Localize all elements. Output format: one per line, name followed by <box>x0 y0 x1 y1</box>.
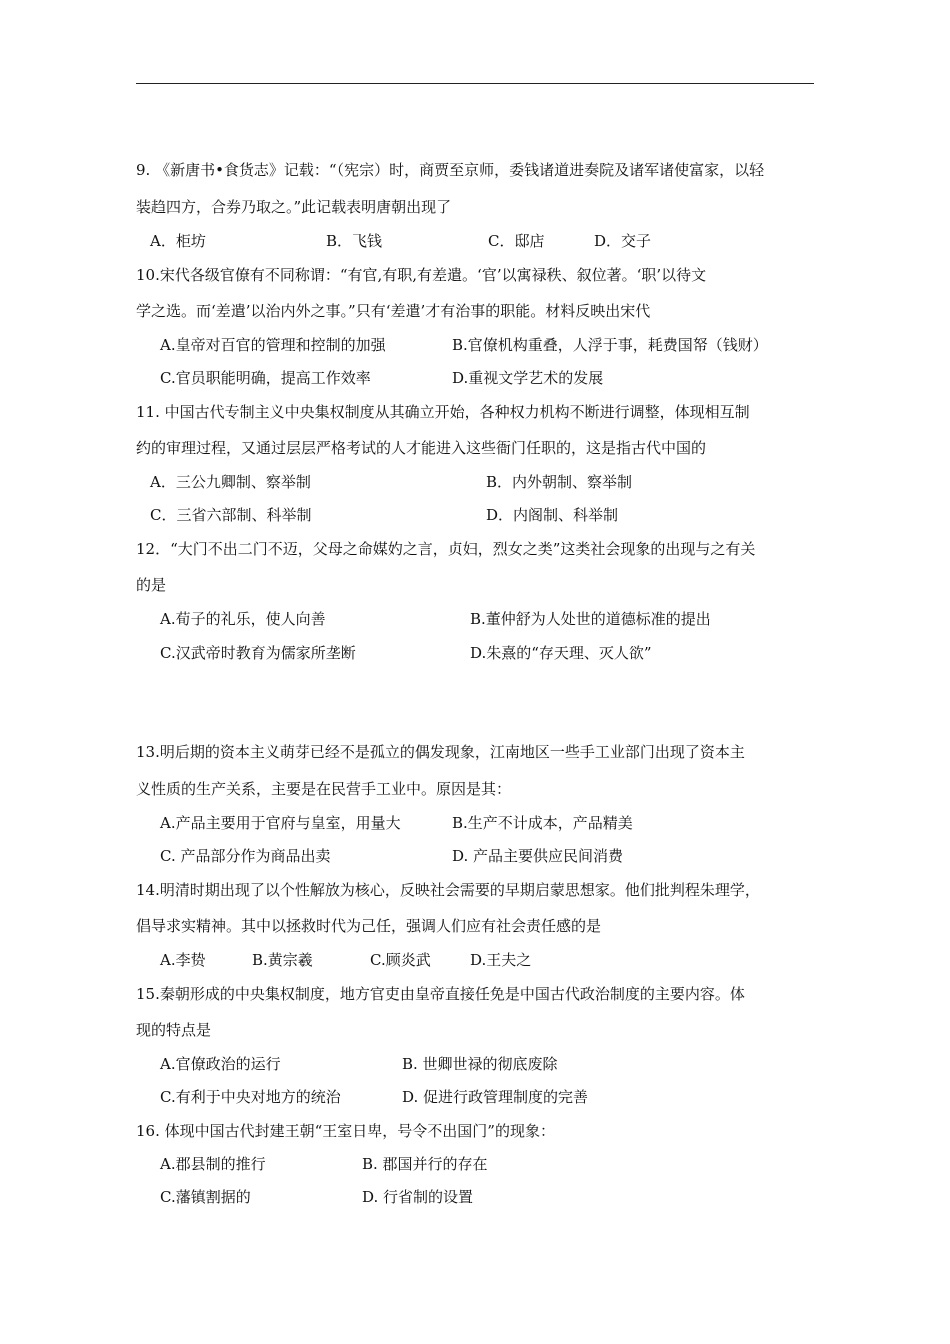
question-13-option-a: A.产品主要用于官府与皇室，用量大 <box>160 814 401 832</box>
question-11-option-c: C．三省六部制、科举制 <box>150 506 312 524</box>
question-10-stem-line1: 10.宋代各级官僚有不同称谓：“有官,有职,有差遣。‘官’以寓禄秩、叙位著。‘职’以待文 <box>136 266 707 284</box>
question-12-stem-line1: 12．“大门不出二门不迈，父母之命媒妁之言，贞妇，烈女之类”这类社会现象的出现与之有关 <box>136 540 756 558</box>
question-14-stem-line1: 14.明清时期出现了以个性解放为核心，反映社会需要的早期启蒙思想家。他们批判程朱理学， <box>136 881 760 899</box>
question-10-option-c: C.官员职能明确，提高工作效率 <box>160 369 371 387</box>
question-14-option-a: A.李贽 <box>160 951 206 969</box>
question-9-option-c: C．邸店 <box>488 232 545 250</box>
question-12-option-d: D.朱熹的“存天理、灭人欲” <box>470 644 652 662</box>
header-rule <box>136 83 814 84</box>
question-11-option-a: A．三公九卿制、察举制 <box>150 473 311 491</box>
question-10-stem-line2: 学之选。而‘差遣’以治内外之事。”只有‘差遣’才有治事的职能。材料反映出宋代 <box>136 302 651 320</box>
question-16-option-d: D. 行省制的设置 <box>362 1188 474 1206</box>
question-9-stem-line2: 装趋四方，合券乃取之。”此记载表明唐朝出现了 <box>136 198 452 216</box>
question-15-stem-line2: 现的特点是 <box>136 1021 212 1039</box>
question-10-option-a: A.皇帝对百官的管理和控制的加强 <box>160 336 386 354</box>
question-9-option-d: D．交子 <box>594 232 652 250</box>
question-14-option-b: B.黄宗羲 <box>252 951 313 969</box>
question-12-stem-line2: 的是 <box>136 576 167 594</box>
question-11-stem-line1: 11. 中国古代专制主义中央集权制度从其确立开始，各种权力机构不断进行调整，体现相互制 <box>136 403 750 421</box>
question-11-option-d: D．内阁制、科举制 <box>486 506 619 524</box>
question-16-option-c: C.藩镇割据的 <box>160 1188 251 1206</box>
question-16-option-b: B. 郡国并行的存在 <box>362 1155 488 1173</box>
question-14-option-c: C.顾炎武 <box>370 951 431 969</box>
question-15-option-d: D. 促进行政管理制度的完善 <box>402 1088 589 1106</box>
question-9-stem-line1: 9. 《新唐书•食货志》记载：“（宪宗）时，商贾至京师，委钱诸道进奏院及诸军诸使富家，以轻 <box>136 161 765 179</box>
question-13-option-d: D. 产品主要供应民间消费 <box>452 847 624 865</box>
question-13-option-c: C. 产品部分作为商品出卖 <box>160 847 331 865</box>
question-15-stem-line1: 15.秦朝形成的中央集权制度，地方官吏由皇帝直接任免是中国古代政治制度的主要内容。体 <box>136 985 745 1003</box>
question-14-stem-line2: 倡导求实精神。其中以拯救时代为己任，强调人们应有社会责任感的是 <box>136 917 602 935</box>
question-9-option-a: A．柜坊 <box>150 232 206 250</box>
question-10-option-d: D.重视文学艺术的发展 <box>452 369 604 387</box>
question-13-option-b: B.生产不计成本，产品精美 <box>452 814 633 832</box>
question-14-option-d: D.王夫之 <box>470 951 532 969</box>
question-12-option-a: A.荀子的礼乐，使人向善 <box>160 610 326 628</box>
question-16-option-a: A.郡县制的推行 <box>160 1155 266 1173</box>
question-9-option-b: B．飞钱 <box>326 232 383 250</box>
question-15-option-b: B. 世卿世禄的彻底废除 <box>402 1055 558 1073</box>
question-11-option-b: B．内外朝制、察举制 <box>486 473 633 491</box>
question-13-stem-line2: 义性质的生产关系，主要是在民营手工业中。原因是其： <box>136 780 512 798</box>
question-15-option-c: C.有利于中央对地方的统治 <box>160 1088 341 1106</box>
question-12-option-c: C.汉武帝时教育为儒家所垄断 <box>160 644 356 662</box>
question-16-stem-line1: 16. 体现中国古代封建王朝“王室日卑，号令不出国门”的现象： <box>136 1122 555 1140</box>
question-15-option-a: A.官僚政治的运行 <box>160 1055 281 1073</box>
question-12-option-b: B.董仲舒为人处世的道德标准的提出 <box>470 610 711 628</box>
question-10-option-b: B.官僚机构重叠，人浮于事，耗费国帑（钱财） <box>452 336 768 354</box>
question-13-stem-line1: 13.明后期的资本主义萌芽已经不是孤立的偶发现象，江南地区一些手工业部门出现了资本主 <box>136 743 745 761</box>
question-11-stem-line2: 约的审理过程，又通过层层严格考试的人才能进入这些衙门任职的，这是指古代中国的 <box>136 439 707 457</box>
